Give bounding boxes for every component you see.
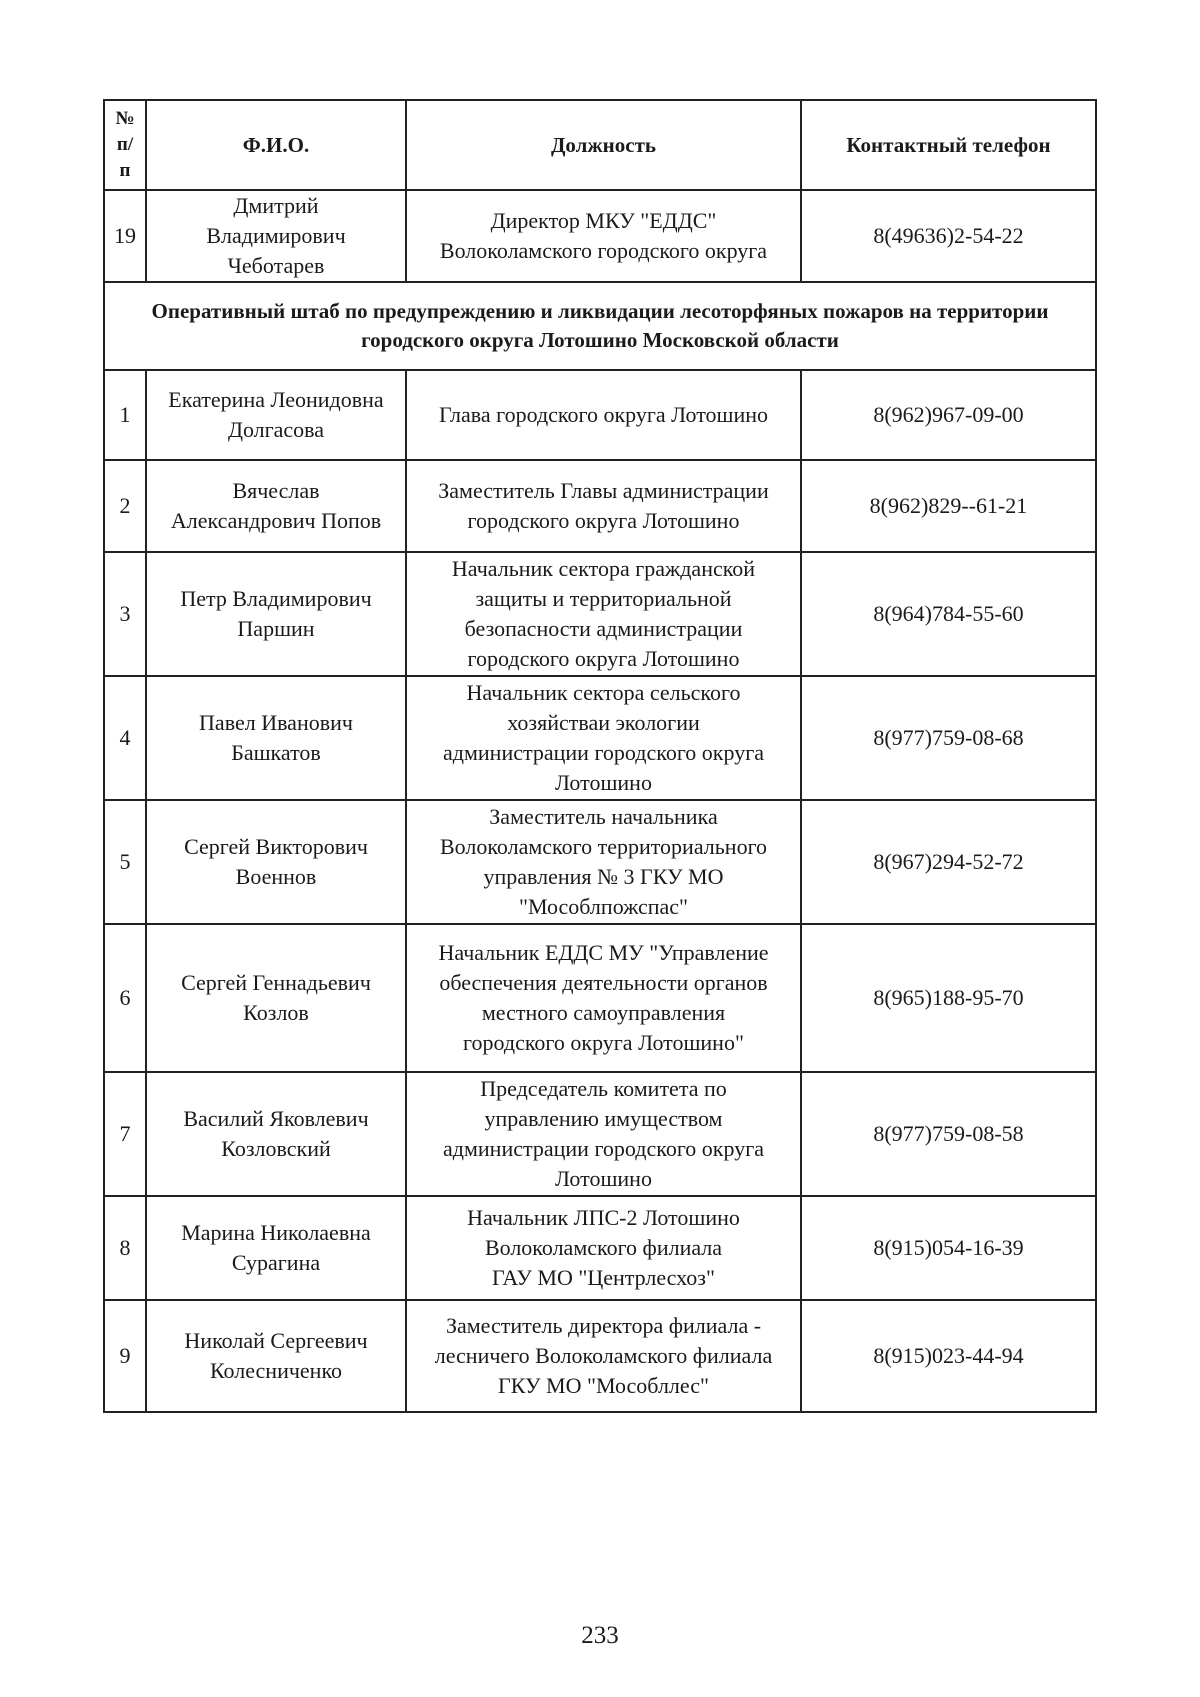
row-number: 7	[104, 1072, 146, 1196]
row-phone: 8(49636)2-54-22	[801, 190, 1096, 282]
row-phone: 8(965)188-95-70	[801, 924, 1096, 1072]
table-row	[104, 800, 1096, 924]
row-name: Павел Иванович Башкатов	[146, 676, 406, 800]
row-name: Сергей Викторович Военнов	[146, 800, 406, 924]
row-number: 9	[104, 1300, 146, 1412]
table-header-row	[104, 100, 1096, 190]
row-number: 6	[104, 924, 146, 1072]
row-position: Председатель комитета по управлению имуществом администрации городского округа Лотошино	[406, 1072, 801, 1196]
row-position: Заместитель Главы администрации городского округа Лотошино	[406, 460, 801, 552]
row-phone: 8(962)829--61-21	[801, 460, 1096, 552]
row-number: 19	[104, 190, 146, 282]
row-position: Начальник сектора сельского хозяйстваи экологии администрации городского округа Лотошино	[406, 676, 801, 800]
row-position: Директор МКУ "ЕДДС" Волоколамского городского округа	[406, 190, 801, 282]
row-position: Заместитель директора филиала - лесничего Волоколамского филиала ГКУ МО "Мособллес"	[406, 1300, 801, 1412]
row-phone: 8(915)054-16-39	[801, 1196, 1096, 1300]
table-row	[104, 370, 1096, 460]
row-name: Екатерина Леонидовна Долгасова	[146, 370, 406, 460]
table-row	[104, 552, 1096, 676]
table-row	[104, 190, 1096, 282]
row-name: Василий Яковлевич Козловский	[146, 1072, 406, 1196]
row-number: 1	[104, 370, 146, 460]
row-name: Сергей Геннадьевич Козлов	[146, 924, 406, 1072]
row-position: Начальник ЛПС-2 Лотошино Волоколамского филиала ГАУ МО "Центрлесхоз"	[406, 1196, 801, 1300]
row-position: Начальник сектора гражданской защиты и территориальной безопасности администрации городского округа Лотошино	[406, 552, 801, 676]
row-name: Петр Владимирович Паршин	[146, 552, 406, 676]
row-phone: 8(967)294-52-72	[801, 800, 1096, 924]
row-position: Начальник ЕДДС МУ "Управление обеспечения деятельности органов местного самоуправления городского округа Лотошино"	[406, 924, 801, 1072]
row-phone: 8(915)023-44-94	[801, 1300, 1096, 1412]
row-name: Дмитрий Владимирович Чеботарев	[146, 190, 406, 282]
contacts-table	[103, 99, 1097, 1413]
table-row	[104, 460, 1096, 552]
row-phone: 8(977)759-08-58	[801, 1072, 1096, 1196]
row-phone: 8(977)759-08-68	[801, 676, 1096, 800]
page-number: 233	[581, 1622, 619, 1649]
table-row	[104, 1196, 1096, 1300]
row-name: Марина Николаевна Сурагина	[146, 1196, 406, 1300]
row-position: Глава городского округа Лотошино	[406, 370, 801, 460]
row-name: Вячеслав Александрович Попов	[146, 460, 406, 552]
table-row	[104, 1072, 1096, 1196]
table-row	[104, 1300, 1096, 1412]
table-row	[104, 676, 1096, 800]
header-name: Ф.И.О.	[146, 100, 406, 190]
table-row	[104, 924, 1096, 1072]
row-name: Николай Сергеевич Колесниченко	[146, 1300, 406, 1412]
header-position: Должность	[406, 100, 801, 190]
header-number: № п/ п	[104, 100, 146, 190]
row-number: 8	[104, 1196, 146, 1300]
row-position: Заместитель начальника Волоколамского территориального управления № 3 ГКУ МО "Мособлпожспас"	[406, 800, 801, 924]
section-title: Оперативный штаб по предупреждению и ликвидации лесоторфяных пожаров на территории городского округа Лотошино Московской области	[104, 282, 1096, 370]
header-phone: Контактный телефон	[801, 100, 1096, 190]
section-title-row	[104, 282, 1096, 370]
row-number: 2	[104, 460, 146, 552]
row-number: 3	[104, 552, 146, 676]
row-number: 4	[104, 676, 146, 800]
row-number: 5	[104, 800, 146, 924]
row-phone: 8(964)784-55-60	[801, 552, 1096, 676]
row-phone: 8(962)967-09-00	[801, 370, 1096, 460]
